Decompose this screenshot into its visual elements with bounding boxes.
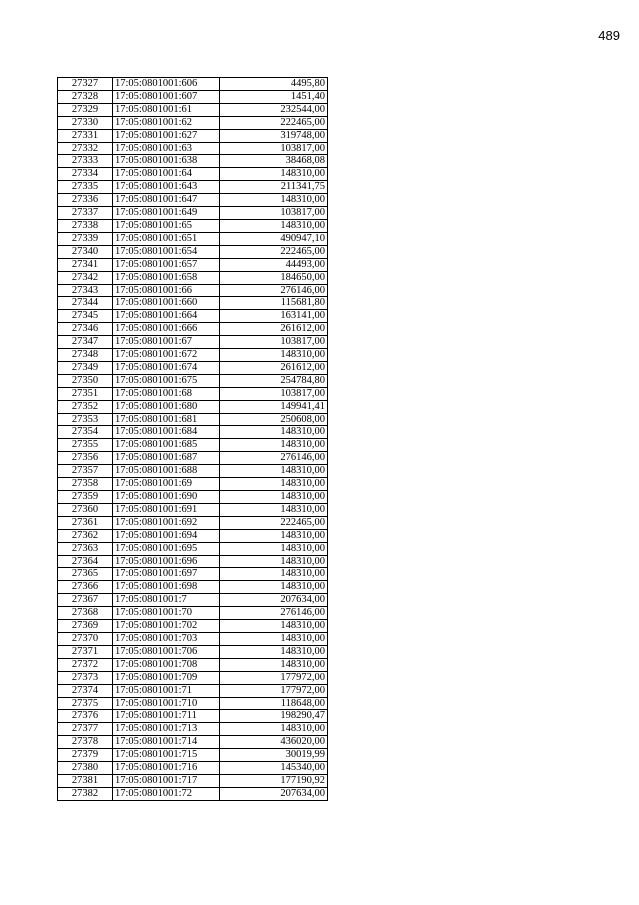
table-row [58, 258, 328, 271]
cadastral-number-cell: 17:05:0801001:651 [113, 232, 220, 245]
row-number-cell: 27364 [58, 555, 113, 568]
cadastral-number-cell: 17:05:0801001:696 [113, 555, 220, 568]
cadastral-number-cell: 17:05:0801001:64 [113, 168, 220, 181]
value-cell: 148310,00 [220, 465, 328, 478]
row-number-cell: 27363 [58, 542, 113, 555]
table-row [58, 465, 328, 478]
table-row [58, 452, 328, 465]
row-number-cell: 27347 [58, 336, 113, 349]
value-cell: 184650,00 [220, 271, 328, 284]
cadastral-number-cell: 17:05:0801001:688 [113, 465, 220, 478]
cadastral-number-cell: 17:05:0801001:710 [113, 697, 220, 710]
value-cell: 222465,00 [220, 245, 328, 258]
table-row [58, 762, 328, 775]
table-row [58, 181, 328, 194]
cadastral-number-cell: 17:05:0801001:675 [113, 374, 220, 387]
table-row [58, 297, 328, 310]
value-cell: 148310,00 [220, 426, 328, 439]
table-row [58, 581, 328, 594]
table-row [58, 555, 328, 568]
cadastral-number-cell: 17:05:0801001:680 [113, 400, 220, 413]
cadastral-number-cell: 17:05:0801001:706 [113, 645, 220, 658]
cadastral-number-cell: 17:05:0801001:711 [113, 710, 220, 723]
cadastral-number-cell: 17:05:0801001:703 [113, 632, 220, 645]
cadastral-number-cell: 17:05:0801001:65 [113, 219, 220, 232]
table-row [58, 542, 328, 555]
table-row [58, 594, 328, 607]
table-row [58, 658, 328, 671]
cadastral-number-cell: 17:05:0801001:684 [113, 426, 220, 439]
cadastral-number-cell: 17:05:0801001:694 [113, 529, 220, 542]
row-number-cell: 27366 [58, 581, 113, 594]
cadastral-number-cell: 17:05:0801001:672 [113, 349, 220, 362]
table-row [58, 142, 328, 155]
row-number-cell: 27328 [58, 90, 113, 103]
table-row [58, 568, 328, 581]
table-row [58, 723, 328, 736]
cadastral-number-cell: 17:05:0801001:697 [113, 568, 220, 581]
cadastral-number-cell: 17:05:0801001:692 [113, 516, 220, 529]
value-cell: 148310,00 [220, 620, 328, 633]
row-number-cell: 27356 [58, 452, 113, 465]
table-row [58, 349, 328, 362]
table-row [58, 284, 328, 297]
value-cell: 276146,00 [220, 607, 328, 620]
cadastral-number-cell: 17:05:0801001:607 [113, 90, 220, 103]
cadastral-number-cell: 17:05:0801001:691 [113, 503, 220, 516]
table-row [58, 787, 328, 800]
row-number-cell: 27329 [58, 103, 113, 116]
cadastral-number-cell: 17:05:0801001:67 [113, 336, 220, 349]
row-number-cell: 27349 [58, 361, 113, 374]
row-number-cell: 27381 [58, 774, 113, 787]
table-row [58, 374, 328, 387]
value-cell: 148310,00 [220, 478, 328, 491]
row-number-cell: 27361 [58, 516, 113, 529]
cadastral-number-cell: 17:05:0801001:71 [113, 684, 220, 697]
value-cell: 145340,00 [220, 762, 328, 775]
cadastral-number-cell: 17:05:0801001:695 [113, 542, 220, 555]
table-body [58, 78, 328, 801]
row-number-cell: 27378 [58, 736, 113, 749]
cadastral-number-cell: 17:05:0801001:643 [113, 181, 220, 194]
cadastral-number-cell: 17:05:0801001:62 [113, 116, 220, 129]
value-cell: 149941,41 [220, 400, 328, 413]
value-cell: 38468,08 [220, 155, 328, 168]
row-number-cell: 27367 [58, 594, 113, 607]
row-number-cell: 27346 [58, 323, 113, 336]
value-cell: 276146,00 [220, 452, 328, 465]
value-cell: 250608,00 [220, 413, 328, 426]
table-row [58, 736, 328, 749]
table-row [58, 155, 328, 168]
row-number-cell: 27351 [58, 387, 113, 400]
row-number-cell: 27362 [58, 529, 113, 542]
value-cell: 103817,00 [220, 336, 328, 349]
value-cell: 148310,00 [220, 568, 328, 581]
cadastral-number-cell: 17:05:0801001:709 [113, 671, 220, 684]
row-number-cell: 27352 [58, 400, 113, 413]
table-row [58, 607, 328, 620]
cadastral-number-cell: 17:05:0801001:690 [113, 491, 220, 504]
row-number-cell: 27331 [58, 129, 113, 142]
value-cell: 148310,00 [220, 503, 328, 516]
row-number-cell: 27377 [58, 723, 113, 736]
value-cell: 490947,10 [220, 232, 328, 245]
table-row [58, 491, 328, 504]
value-cell: 148310,00 [220, 645, 328, 658]
row-number-cell: 27335 [58, 181, 113, 194]
row-number-cell: 27338 [58, 219, 113, 232]
table-row [58, 774, 328, 787]
table-row [58, 219, 328, 232]
value-cell: 319748,00 [220, 129, 328, 142]
cadastral-number-cell: 17:05:0801001:657 [113, 258, 220, 271]
table-row [58, 361, 328, 374]
value-cell: 436020,00 [220, 736, 328, 749]
table-row [58, 478, 328, 491]
value-cell: 211341,75 [220, 181, 328, 194]
table-row [58, 78, 328, 91]
table-row [58, 103, 328, 116]
value-cell: 276146,00 [220, 284, 328, 297]
value-cell: 4495,80 [220, 78, 328, 91]
value-cell: 232544,00 [220, 103, 328, 116]
row-number-cell: 27342 [58, 271, 113, 284]
value-cell: 148310,00 [220, 658, 328, 671]
value-cell: 44493,00 [220, 258, 328, 271]
table-row [58, 697, 328, 710]
row-number-cell: 27360 [58, 503, 113, 516]
row-number-cell: 27348 [58, 349, 113, 362]
table-row [58, 620, 328, 633]
row-number-cell: 27369 [58, 620, 113, 633]
cadastral-number-cell: 17:05:0801001:714 [113, 736, 220, 749]
row-number-cell: 27368 [58, 607, 113, 620]
row-number-cell: 27344 [58, 297, 113, 310]
table-row [58, 529, 328, 542]
row-number-cell: 27350 [58, 374, 113, 387]
value-cell: 148310,00 [220, 168, 328, 181]
cadastral-number-cell: 17:05:0801001:66 [113, 284, 220, 297]
row-number-cell: 27355 [58, 439, 113, 452]
value-cell: 148310,00 [220, 194, 328, 207]
value-cell: 207634,00 [220, 594, 328, 607]
row-number-cell: 27340 [58, 245, 113, 258]
table-row [58, 336, 328, 349]
table-row [58, 632, 328, 645]
cadastral-number-cell: 17:05:0801001:666 [113, 323, 220, 336]
page-number: 489 [598, 28, 620, 43]
value-cell: 148310,00 [220, 542, 328, 555]
value-cell: 148310,00 [220, 439, 328, 452]
row-number-cell: 27376 [58, 710, 113, 723]
row-number-cell: 27353 [58, 413, 113, 426]
value-cell: 198290,47 [220, 710, 328, 723]
value-cell: 222465,00 [220, 116, 328, 129]
value-cell: 148310,00 [220, 529, 328, 542]
table-row [58, 271, 328, 284]
row-number-cell: 27339 [58, 232, 113, 245]
value-cell: 103817,00 [220, 142, 328, 155]
row-number-cell: 27341 [58, 258, 113, 271]
cadastral-number-cell: 17:05:0801001:698 [113, 581, 220, 594]
row-number-cell: 27337 [58, 207, 113, 220]
cadastral-number-cell: 17:05:0801001:674 [113, 361, 220, 374]
row-number-cell: 27333 [58, 155, 113, 168]
value-cell: 177972,00 [220, 671, 328, 684]
cadastral-number-cell: 17:05:0801001:61 [113, 103, 220, 116]
value-cell: 115681,80 [220, 297, 328, 310]
cadastral-number-cell: 17:05:0801001:68 [113, 387, 220, 400]
row-number-cell: 27379 [58, 749, 113, 762]
table-row [58, 323, 328, 336]
value-cell: 103817,00 [220, 207, 328, 220]
table-row [58, 439, 328, 452]
cadastral-number-cell: 17:05:0801001:717 [113, 774, 220, 787]
cadastral-number-cell: 17:05:0801001:660 [113, 297, 220, 310]
value-cell: 222465,00 [220, 516, 328, 529]
value-cell: 148310,00 [220, 723, 328, 736]
cadastral-number-cell: 17:05:0801001:664 [113, 310, 220, 323]
cadastral-number-cell: 17:05:0801001:7 [113, 594, 220, 607]
cadastral-number-cell: 17:05:0801001:715 [113, 749, 220, 762]
value-cell: 30019,99 [220, 749, 328, 762]
value-cell: 103817,00 [220, 387, 328, 400]
row-number-cell: 27372 [58, 658, 113, 671]
value-cell: 118648,00 [220, 697, 328, 710]
cadastral-number-cell: 17:05:0801001:658 [113, 271, 220, 284]
cadastral-number-cell: 17:05:0801001:70 [113, 607, 220, 620]
value-cell: 177190,92 [220, 774, 328, 787]
cadastral-number-cell: 17:05:0801001:606 [113, 78, 220, 91]
cadastral-number-cell: 17:05:0801001:647 [113, 194, 220, 207]
cadastral-number-cell: 17:05:0801001:685 [113, 439, 220, 452]
table-row [58, 503, 328, 516]
cadastral-number-cell: 17:05:0801001:638 [113, 155, 220, 168]
cadastral-value-table [57, 77, 328, 801]
table-row [58, 129, 328, 142]
table-row [58, 645, 328, 658]
table-row [58, 90, 328, 103]
value-cell: 254784,80 [220, 374, 328, 387]
value-cell: 148310,00 [220, 219, 328, 232]
cadastral-number-cell: 17:05:0801001:627 [113, 129, 220, 142]
table-row [58, 710, 328, 723]
table-row [58, 749, 328, 762]
cadastral-number-cell: 17:05:0801001:681 [113, 413, 220, 426]
value-cell: 148310,00 [220, 581, 328, 594]
table-row [58, 168, 328, 181]
table-row [58, 310, 328, 323]
row-number-cell: 27358 [58, 478, 113, 491]
row-number-cell: 27375 [58, 697, 113, 710]
row-number-cell: 27357 [58, 465, 113, 478]
table-row [58, 400, 328, 413]
value-cell: 148310,00 [220, 349, 328, 362]
row-number-cell: 27345 [58, 310, 113, 323]
cadastral-number-cell: 17:05:0801001:713 [113, 723, 220, 736]
cadastral-number-cell: 17:05:0801001:708 [113, 658, 220, 671]
value-cell: 163141,00 [220, 310, 328, 323]
table-row [58, 232, 328, 245]
row-number-cell: 27370 [58, 632, 113, 645]
table-row [58, 245, 328, 258]
value-cell: 1451,40 [220, 90, 328, 103]
table-row [58, 387, 328, 400]
table-row [58, 516, 328, 529]
row-number-cell: 27327 [58, 78, 113, 91]
value-cell: 148310,00 [220, 491, 328, 504]
table-row [58, 116, 328, 129]
value-cell: 177972,00 [220, 684, 328, 697]
cadastral-number-cell: 17:05:0801001:69 [113, 478, 220, 491]
row-number-cell: 27374 [58, 684, 113, 697]
value-cell: 261612,00 [220, 361, 328, 374]
cadastral-number-cell: 17:05:0801001:687 [113, 452, 220, 465]
row-number-cell: 27332 [58, 142, 113, 155]
cadastral-number-cell: 17:05:0801001:654 [113, 245, 220, 258]
value-cell: 261612,00 [220, 323, 328, 336]
table-row [58, 413, 328, 426]
table-row [58, 426, 328, 439]
row-number-cell: 27359 [58, 491, 113, 504]
value-cell: 207634,00 [220, 787, 328, 800]
cadastral-number-cell: 17:05:0801001:649 [113, 207, 220, 220]
value-cell: 148310,00 [220, 632, 328, 645]
row-number-cell: 27330 [58, 116, 113, 129]
table-row [58, 684, 328, 697]
cadastral-number-cell: 17:05:0801001:72 [113, 787, 220, 800]
row-number-cell: 27371 [58, 645, 113, 658]
table-row [58, 194, 328, 207]
cadastral-number-cell: 17:05:0801001:702 [113, 620, 220, 633]
cadastral-number-cell: 17:05:0801001:63 [113, 142, 220, 155]
row-number-cell: 27334 [58, 168, 113, 181]
row-number-cell: 27373 [58, 671, 113, 684]
row-number-cell: 27365 [58, 568, 113, 581]
table-row [58, 671, 328, 684]
row-number-cell: 27354 [58, 426, 113, 439]
row-number-cell: 27336 [58, 194, 113, 207]
cadastral-number-cell: 17:05:0801001:716 [113, 762, 220, 775]
row-number-cell: 27380 [58, 762, 113, 775]
row-number-cell: 27382 [58, 787, 113, 800]
row-number-cell: 27343 [58, 284, 113, 297]
table-row [58, 207, 328, 220]
value-cell: 148310,00 [220, 555, 328, 568]
